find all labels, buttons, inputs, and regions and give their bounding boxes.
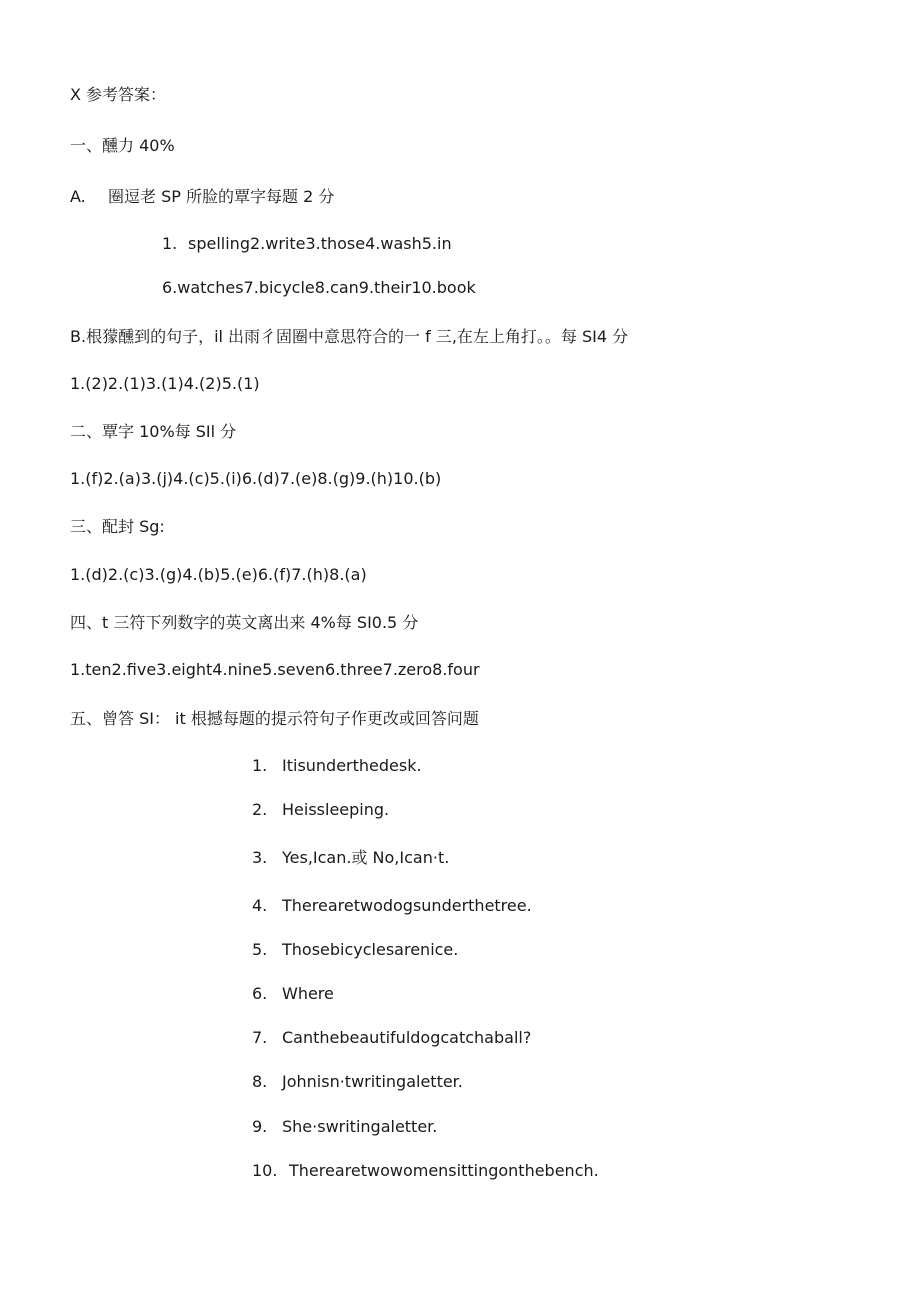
section-1-heading: 一、醺力 40% bbox=[70, 136, 175, 155]
section-1b-instruction: B.根獴醺到的句子，il 出雨彳固圈中意思符合的一 f 三,在左上角打。。每 SI4 分 bbox=[70, 327, 629, 346]
list-item: 10. Therearetwowomensittingonthebench. bbox=[252, 1161, 599, 1180]
section-1a-number: 1. bbox=[162, 234, 178, 253]
section-2-answers: 1.(f)2.(a)3.(j)4.(c)5.(i)6.(d)7.(e)8.(g)9.(h)10.(b) bbox=[70, 469, 442, 488]
list-item: 6. Where bbox=[252, 984, 334, 1003]
list-item: 1. Itisunderthedesk. bbox=[252, 756, 422, 775]
list-item: 5. Thosebicyclesarenice. bbox=[252, 940, 459, 959]
section-3-answers: 1.(d)2.(c)3.(g)4.(b)5.(e)6.(f)7.(h)8.(a) bbox=[70, 565, 367, 584]
section-1a-instruction: 圈逗老 SP 所脸的覃字每题 2 分 bbox=[108, 187, 335, 206]
list-item: 2. Heissleeping. bbox=[252, 800, 390, 819]
list-item: 7. Canthebeautifuldogcatchaball? bbox=[252, 1028, 532, 1047]
section-1a-answers-line1: spelling2.write3.those4.wash5.in bbox=[188, 234, 452, 253]
list-item: 3. Yes,Ican.或 No,Ican·t. bbox=[252, 848, 450, 867]
doc-title: X 参考答案： bbox=[70, 85, 167, 104]
section-4-answers: 1.ten2.five3.eight4.nine5.seven6.three7.zero8.four bbox=[70, 660, 480, 679]
list-item: 8. Johnisn·twritingaletter. bbox=[252, 1072, 463, 1091]
section-3-heading: 三、配封 Sg: bbox=[70, 517, 165, 536]
list-item: 9. She·swritingaletter. bbox=[252, 1117, 438, 1136]
section-4-heading: 四、t 三符下列数字的英文离出来 4%每 SI0.5 分 bbox=[70, 613, 419, 632]
section-1a-line1 bbox=[162, 234, 452, 254]
section-5-heading: 五、曾答 SI： it 根撼每题的提示符句子作更改或回答问题 bbox=[70, 709, 479, 728]
section-1b-answers: 1.(2)2.(1)3.(1)4.(2)5.(1) bbox=[70, 374, 260, 393]
section-2-heading: 二、覃字 10%每 SIl 分 bbox=[70, 422, 237, 441]
section-1a-answers-line2: 6.watches7.bicycle8.can9.their10.book bbox=[162, 278, 476, 297]
section-1a-label: A. bbox=[70, 187, 86, 206]
list-item: 4. Therearetwodogsunderthetree. bbox=[252, 896, 532, 915]
